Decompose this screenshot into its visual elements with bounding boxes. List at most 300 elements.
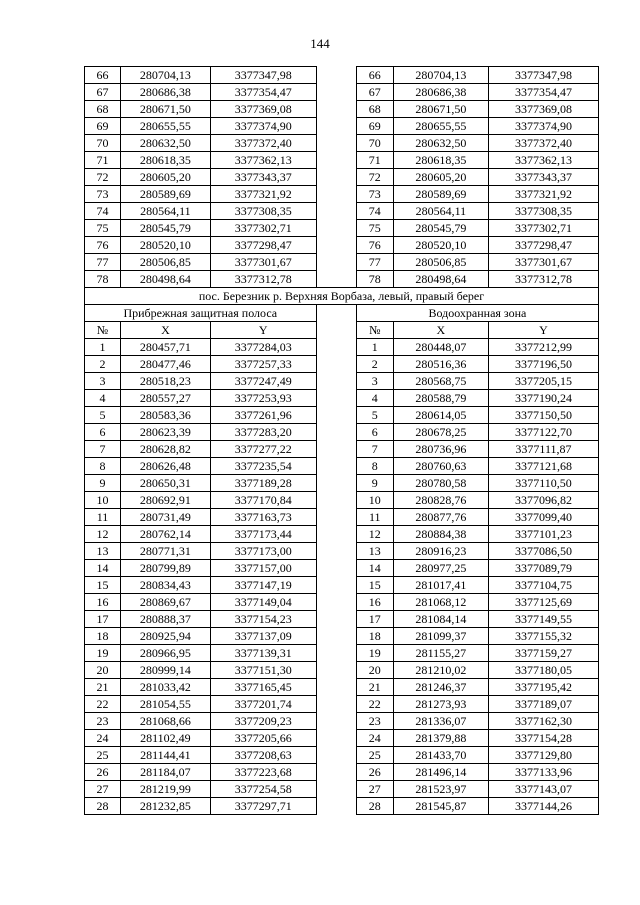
left-y-cell: 3377173,00 (210, 543, 316, 560)
left-num-cell: 22 (85, 696, 121, 713)
table-row (85, 577, 599, 594)
table-row (85, 390, 599, 407)
right-x-cell: 281246,37 (393, 679, 488, 696)
table-row (85, 475, 599, 492)
left-num-cell: 23 (85, 713, 121, 730)
left-x-cell: 280704,13 (120, 67, 210, 84)
section-title: пос. Березник р. Верхняя Ворбаза, левый, правый берег (85, 288, 599, 305)
column-gap (316, 645, 356, 662)
left-x-cell: 280564,11 (120, 203, 210, 220)
right-num-cell: 1 (356, 339, 393, 356)
right-x-cell: 280828,76 (393, 492, 488, 509)
column-gap (316, 628, 356, 645)
right-num-cell: 8 (356, 458, 393, 475)
left-x-cell: 280498,64 (120, 271, 210, 288)
right-x-cell: 280614,05 (393, 407, 488, 424)
table-row (85, 696, 599, 713)
right-x-cell: 280916,23 (393, 543, 488, 560)
right-y-cell: 3377086,50 (488, 543, 598, 560)
left-num-cell: 4 (85, 390, 121, 407)
right-y-header: Y (488, 322, 598, 339)
column-gap (316, 679, 356, 696)
right-y-cell: 3377362,13 (488, 152, 598, 169)
column-gap (316, 356, 356, 373)
left-y-cell: 3377301,67 (210, 254, 316, 271)
section-header-body (85, 288, 599, 339)
right-x-cell: 281496,14 (393, 764, 488, 781)
right-num-cell: 2 (356, 356, 393, 373)
left-y-cell: 3377165,45 (210, 679, 316, 696)
left-y-cell: 3377170,84 (210, 492, 316, 509)
left-y-cell: 3377235,54 (210, 458, 316, 475)
right-y-cell: 3377099,40 (488, 509, 598, 526)
right-y-cell: 3377301,67 (488, 254, 598, 271)
left-x-cell: 280623,39 (120, 424, 210, 441)
left-x-cell: 280477,46 (120, 356, 210, 373)
left-y-cell: 3377297,71 (210, 798, 316, 815)
left-num-cell: 24 (85, 730, 121, 747)
left-y-cell: 3377347,98 (210, 67, 316, 84)
left-num-cell: 14 (85, 560, 121, 577)
right-num-cell: 73 (356, 186, 393, 203)
right-y-cell: 3377122,70 (488, 424, 598, 441)
column-gap (316, 305, 356, 322)
table-row (85, 424, 599, 441)
table-row (85, 679, 599, 696)
left-y-cell: 3377369,08 (210, 101, 316, 118)
left-x-cell: 281144,41 (120, 747, 210, 764)
left-num-cell: 12 (85, 526, 121, 543)
column-gap (316, 101, 356, 118)
left-num-cell: 20 (85, 662, 121, 679)
right-num-cell: 11 (356, 509, 393, 526)
table-row (85, 339, 599, 356)
left-y-cell: 3377163,73 (210, 509, 316, 526)
left-x-cell: 281054,55 (120, 696, 210, 713)
table-row (85, 526, 599, 543)
right-num-cell: 28 (356, 798, 393, 815)
right-y-cell: 3377369,08 (488, 101, 598, 118)
left-x-cell: 280888,37 (120, 611, 210, 628)
left-y-cell: 3377253,93 (210, 390, 316, 407)
column-gap (316, 764, 356, 781)
column-gap (316, 441, 356, 458)
left-num-cell: 1 (85, 339, 121, 356)
column-gap (316, 271, 356, 288)
table-row (85, 254, 599, 271)
table-row (85, 628, 599, 645)
left-num-cell: 6 (85, 424, 121, 441)
right-num-cell: 70 (356, 135, 393, 152)
right-num-cell: 75 (356, 220, 393, 237)
column-gap (316, 458, 356, 475)
left-num-cell: 26 (85, 764, 121, 781)
left-y-cell: 3377151,30 (210, 662, 316, 679)
table-row (85, 492, 599, 509)
right-y-cell: 3377110,50 (488, 475, 598, 492)
left-num-cell: 68 (85, 101, 121, 118)
left-num-cell: 73 (85, 186, 121, 203)
right-x-cell: 280877,76 (393, 509, 488, 526)
right-y-cell: 3377195,42 (488, 679, 598, 696)
table-row (85, 713, 599, 730)
column-gap (316, 747, 356, 764)
table-row (85, 407, 599, 424)
right-num-cell: 14 (356, 560, 393, 577)
left-x-cell: 280506,85 (120, 254, 210, 271)
left-num-cell: 13 (85, 543, 121, 560)
table-row (85, 169, 599, 186)
left-y-cell: 3377362,13 (210, 152, 316, 169)
left-y-cell: 3377173,44 (210, 526, 316, 543)
right-num-cell: 18 (356, 628, 393, 645)
column-gap (316, 662, 356, 679)
table-row (85, 271, 599, 288)
left-y-cell: 3377374,90 (210, 118, 316, 135)
left-num-cell: 18 (85, 628, 121, 645)
left-num-cell: 78 (85, 271, 121, 288)
table-row (85, 101, 599, 118)
right-num-cell: 5 (356, 407, 393, 424)
left-x-cell: 280632,50 (120, 135, 210, 152)
left-num-cell: 70 (85, 135, 121, 152)
left-x-cell: 280671,50 (120, 101, 210, 118)
right-num-cell: 74 (356, 203, 393, 220)
zone-title-row (85, 305, 599, 322)
left-x-cell: 280731,49 (120, 509, 210, 526)
left-x-cell: 281232,85 (120, 798, 210, 815)
right-num-cell: 26 (356, 764, 393, 781)
right-num-cell: 13 (356, 543, 393, 560)
right-x-cell: 280655,55 (393, 118, 488, 135)
left-num-cell: 75 (85, 220, 121, 237)
right-y-cell: 3377104,75 (488, 577, 598, 594)
left-x-cell: 280457,71 (120, 339, 210, 356)
right-y-cell: 3377312,78 (488, 271, 598, 288)
left-y-cell: 3377205,66 (210, 730, 316, 747)
column-gap (316, 407, 356, 424)
right-num-cell: 23 (356, 713, 393, 730)
left-x-cell: 280686,38 (120, 84, 210, 101)
right-num-cell: 3 (356, 373, 393, 390)
right-x-cell: 281523,97 (393, 781, 488, 798)
left-x-cell: 280692,91 (120, 492, 210, 509)
column-gap (316, 118, 356, 135)
column-gap (316, 373, 356, 390)
left-x-cell: 280869,67 (120, 594, 210, 611)
left-y-cell: 3377354,47 (210, 84, 316, 101)
right-x-cell: 280704,13 (393, 67, 488, 84)
left-y-cell: 3377257,33 (210, 356, 316, 373)
left-y-cell: 3377283,20 (210, 424, 316, 441)
left-y-cell: 3377139,31 (210, 645, 316, 662)
right-x-cell: 280498,64 (393, 271, 488, 288)
right-y-cell: 3377347,98 (488, 67, 598, 84)
right-num-cell: 22 (356, 696, 393, 713)
left-y-cell: 3377261,96 (210, 407, 316, 424)
left-num-cell: 5 (85, 407, 121, 424)
right-y-cell: 3377196,50 (488, 356, 598, 373)
left-y-header: Y (210, 322, 316, 339)
right-num-cell: 19 (356, 645, 393, 662)
table-row (85, 152, 599, 169)
right-x-cell: 281084,14 (393, 611, 488, 628)
right-y-cell: 3377121,68 (488, 458, 598, 475)
right-num-cell: 15 (356, 577, 393, 594)
column-gap (316, 560, 356, 577)
left-y-cell: 3377149,04 (210, 594, 316, 611)
left-y-cell: 3377254,58 (210, 781, 316, 798)
column-gap (316, 611, 356, 628)
left-x-cell: 280589,69 (120, 186, 210, 203)
left-num-cell: 66 (85, 67, 121, 84)
right-num-cell: 10 (356, 492, 393, 509)
right-y-cell: 3377154,28 (488, 730, 598, 747)
right-y-cell: 3377144,26 (488, 798, 598, 815)
left-x-cell: 280618,35 (120, 152, 210, 169)
left-y-cell: 3377298,47 (210, 237, 316, 254)
right-x-cell: 280605,20 (393, 169, 488, 186)
right-y-cell: 3377159,27 (488, 645, 598, 662)
right-x-header: X (393, 322, 488, 339)
column-gap (316, 322, 356, 339)
bottom-rows-body (85, 339, 599, 815)
left-num-cell: 74 (85, 203, 121, 220)
column-gap (316, 67, 356, 84)
right-x-cell: 280618,35 (393, 152, 488, 169)
left-y-cell: 3377208,63 (210, 747, 316, 764)
top-rows-body (85, 67, 599, 288)
right-y-cell: 3377162,30 (488, 713, 598, 730)
table-row (85, 203, 599, 220)
right-y-cell: 3377111,87 (488, 441, 598, 458)
right-x-cell: 280632,50 (393, 135, 488, 152)
left-y-cell: 3377372,40 (210, 135, 316, 152)
left-num-cell: 21 (85, 679, 121, 696)
left-y-cell: 3377284,03 (210, 339, 316, 356)
left-y-cell: 3377189,28 (210, 475, 316, 492)
right-y-cell: 3377308,35 (488, 203, 598, 220)
right-num-cell: 20 (356, 662, 393, 679)
table-row (85, 560, 599, 577)
right-num-cell: 67 (356, 84, 393, 101)
left-num-cell: 28 (85, 798, 121, 815)
right-x-cell: 280506,85 (393, 254, 488, 271)
column-gap (316, 781, 356, 798)
right-x-cell: 280516,36 (393, 356, 488, 373)
left-x-cell: 280966,95 (120, 645, 210, 662)
right-x-cell: 281210,02 (393, 662, 488, 679)
left-num-cell: 27 (85, 781, 121, 798)
column-gap (316, 543, 356, 560)
right-y-cell: 3377372,40 (488, 135, 598, 152)
left-y-cell: 3377147,19 (210, 577, 316, 594)
left-y-cell: 3377343,37 (210, 169, 316, 186)
column-gap (316, 594, 356, 611)
left-y-cell: 3377302,71 (210, 220, 316, 237)
table-row (85, 594, 599, 611)
right-num-cell: 72 (356, 169, 393, 186)
table-row (85, 186, 599, 203)
section-title-row (85, 288, 599, 305)
right-y-cell: 3377190,24 (488, 390, 598, 407)
left-num-cell: 67 (85, 84, 121, 101)
column-gap (316, 84, 356, 101)
table-row (85, 611, 599, 628)
right-x-cell: 280448,07 (393, 339, 488, 356)
right-x-cell: 281336,07 (393, 713, 488, 730)
right-num-cell: 4 (356, 390, 393, 407)
left-x-cell: 281068,66 (120, 713, 210, 730)
left-x-cell: 281102,49 (120, 730, 210, 747)
left-num-cell: 2 (85, 356, 121, 373)
right-y-cell: 3377343,37 (488, 169, 598, 186)
right-x-cell: 281379,88 (393, 730, 488, 747)
right-num-cell: 78 (356, 271, 393, 288)
left-x-cell: 280628,82 (120, 441, 210, 458)
right-x-cell: 280671,50 (393, 101, 488, 118)
column-gap (316, 492, 356, 509)
right-y-cell: 3377354,47 (488, 84, 598, 101)
left-y-cell: 3377308,35 (210, 203, 316, 220)
right-x-cell: 280545,79 (393, 220, 488, 237)
left-num-cell: 7 (85, 441, 121, 458)
left-x-cell: 280834,43 (120, 577, 210, 594)
left-x-cell: 280545,79 (120, 220, 210, 237)
right-num-cell: 7 (356, 441, 393, 458)
right-y-cell: 3377205,15 (488, 373, 598, 390)
column-gap (316, 798, 356, 815)
right-x-cell: 280588,79 (393, 390, 488, 407)
left-num-cell: 71 (85, 152, 121, 169)
left-x-cell: 280557,27 (120, 390, 210, 407)
left-x-cell: 280799,89 (120, 560, 210, 577)
right-y-cell: 3377155,32 (488, 628, 598, 645)
left-num-cell: 25 (85, 747, 121, 764)
column-gap (316, 220, 356, 237)
table-row (85, 84, 599, 101)
right-num-cell: 12 (356, 526, 393, 543)
column-gap (316, 713, 356, 730)
column-gap (316, 475, 356, 492)
table-row (85, 135, 599, 152)
column-gap (316, 254, 356, 271)
right-num-cell: 16 (356, 594, 393, 611)
right-y-cell: 3377189,07 (488, 696, 598, 713)
table-row (85, 373, 599, 390)
right-num-cell: 77 (356, 254, 393, 271)
right-num-cell: 24 (356, 730, 393, 747)
left-x-cell: 280605,20 (120, 169, 210, 186)
table-row (85, 764, 599, 781)
right-y-cell: 3377129,80 (488, 747, 598, 764)
table-row (85, 441, 599, 458)
right-x-cell: 280780,58 (393, 475, 488, 492)
right-x-cell: 281155,27 (393, 645, 488, 662)
left-num-cell: 19 (85, 645, 121, 662)
column-gap (316, 237, 356, 254)
left-y-cell: 3377247,49 (210, 373, 316, 390)
right-x-cell: 280520,10 (393, 237, 488, 254)
left-x-cell: 280999,14 (120, 662, 210, 679)
column-gap (316, 186, 356, 203)
right-num-cell: 9 (356, 475, 393, 492)
column-gap (316, 169, 356, 186)
table-row (85, 67, 599, 84)
page-number: 144 (310, 36, 330, 51)
left-x-header: X (120, 322, 210, 339)
table-row (85, 543, 599, 560)
column-gap (316, 696, 356, 713)
table-row (85, 747, 599, 764)
column-gap (316, 730, 356, 747)
right-y-cell: 3377133,96 (488, 764, 598, 781)
right-y-cell: 3377374,90 (488, 118, 598, 135)
left-y-cell: 3377154,23 (210, 611, 316, 628)
right-x-cell: 281273,93 (393, 696, 488, 713)
left-x-cell: 280650,31 (120, 475, 210, 492)
left-num-cell: 77 (85, 254, 121, 271)
right-y-cell: 3377089,79 (488, 560, 598, 577)
left-num-cell: 9 (85, 475, 121, 492)
column-header-row (85, 322, 599, 339)
column-gap (316, 526, 356, 543)
right-num-cell: 68 (356, 101, 393, 118)
left-num-cell: 10 (85, 492, 121, 509)
left-num-cell: 69 (85, 118, 121, 135)
left-num-cell: 17 (85, 611, 121, 628)
right-y-cell: 3377212,99 (488, 339, 598, 356)
right-x-cell: 280977,25 (393, 560, 488, 577)
left-x-cell: 280520,10 (120, 237, 210, 254)
right-y-cell: 3377150,50 (488, 407, 598, 424)
left-num-cell: 72 (85, 169, 121, 186)
column-gap (316, 509, 356, 526)
left-y-cell: 3377223,68 (210, 764, 316, 781)
right-x-cell: 280736,96 (393, 441, 488, 458)
right-num-cell: 27 (356, 781, 393, 798)
right-y-cell: 3377180,05 (488, 662, 598, 679)
table-row (85, 781, 599, 798)
left-x-cell: 280771,31 (120, 543, 210, 560)
right-zone-title: Водоохранная зона (356, 305, 598, 322)
table-row (85, 220, 599, 237)
left-x-cell: 280762,14 (120, 526, 210, 543)
column-gap (316, 577, 356, 594)
left-y-cell: 3377321,92 (210, 186, 316, 203)
table-row (85, 645, 599, 662)
column-gap (316, 135, 356, 152)
right-x-cell: 280589,69 (393, 186, 488, 203)
right-y-cell: 3377149,55 (488, 611, 598, 628)
left-num-cell: 8 (85, 458, 121, 475)
left-num-cell: 76 (85, 237, 121, 254)
left-x-cell: 280655,55 (120, 118, 210, 135)
table-row (85, 798, 599, 815)
left-y-cell: 3377209,23 (210, 713, 316, 730)
right-num-cell: 76 (356, 237, 393, 254)
table-row (85, 237, 599, 254)
table-row (85, 458, 599, 475)
left-x-cell: 280518,23 (120, 373, 210, 390)
table-row (85, 118, 599, 135)
left-num-cell: 11 (85, 509, 121, 526)
right-x-cell: 280884,38 (393, 526, 488, 543)
right-num-cell: 25 (356, 747, 393, 764)
right-x-cell: 280568,75 (393, 373, 488, 390)
left-y-cell: 3377312,78 (210, 271, 316, 288)
right-x-cell: 281017,41 (393, 577, 488, 594)
